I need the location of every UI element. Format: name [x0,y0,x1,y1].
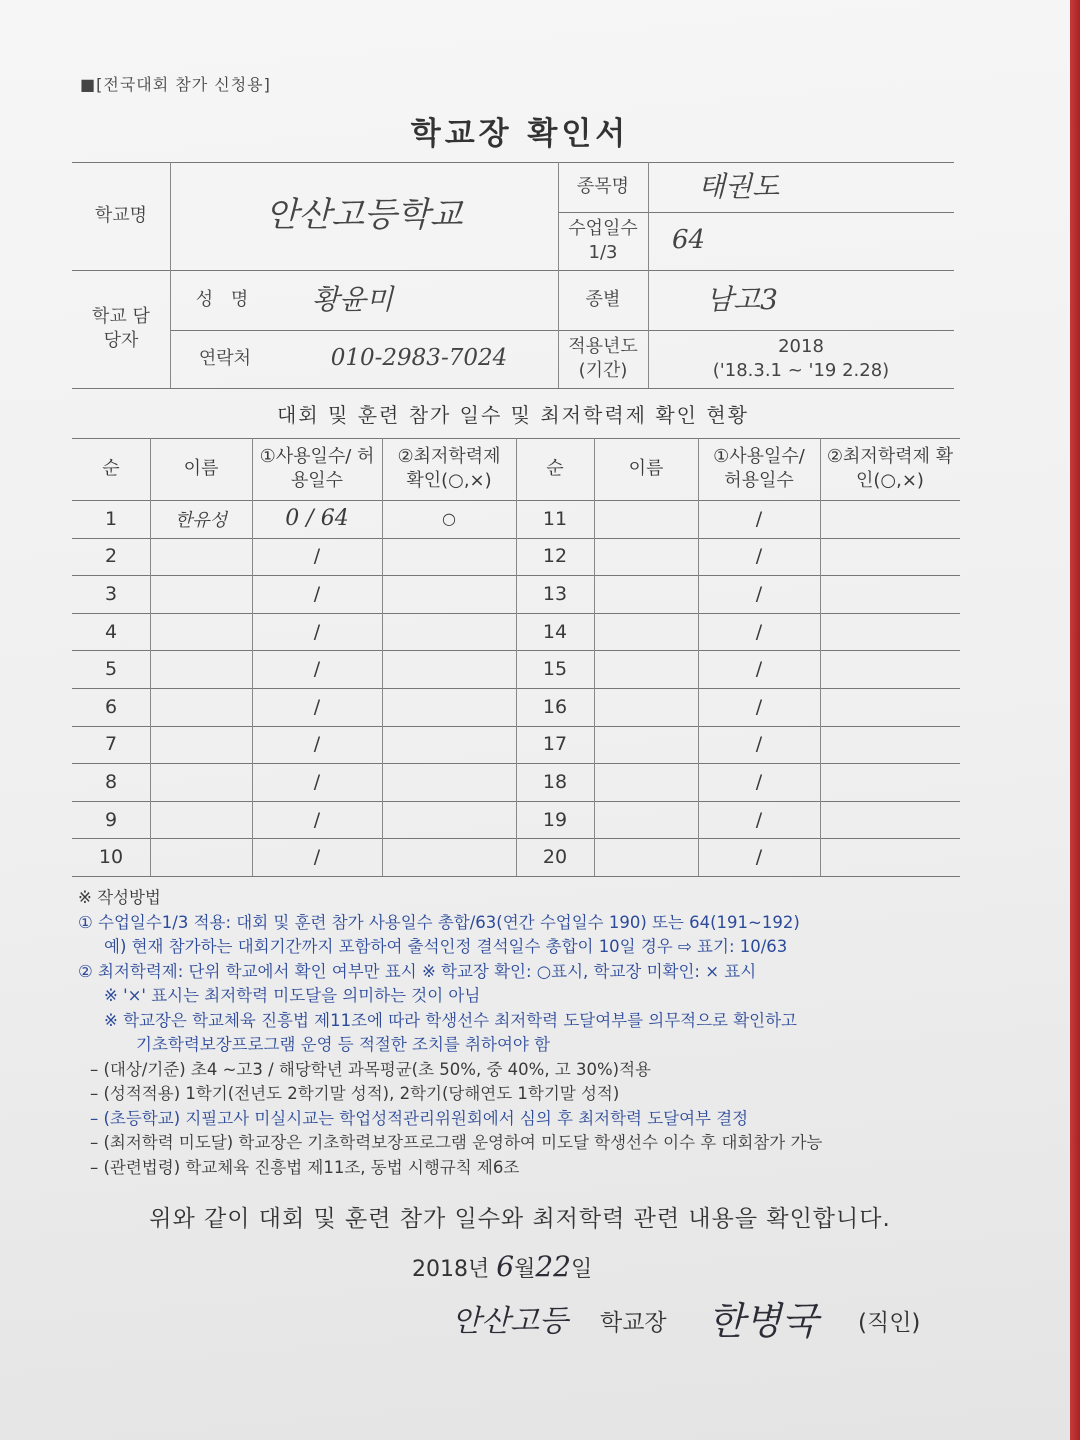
event-value: 태권도 [698,170,780,204]
row-days: / [755,695,763,718]
row-days: / [755,658,763,681]
row-check [382,575,516,613]
manager-name-label: 성 명 [195,288,255,310]
year-period: ('18.3.1 ~ '19 2.28) [712,360,890,381]
instruction-line: – (초등학교) 지필고사 미실시교는 학업성적관리위원회에서 심의 후 최저학력 도달여부 결정 [90,1108,749,1128]
row-name [594,613,698,651]
principal-label: 학교장 [600,1310,667,1336]
row-name [150,688,252,726]
row-number: 4 [104,620,118,643]
row-check [820,726,960,764]
row-check [382,613,516,651]
row-number: 9 [104,808,118,831]
row-name [150,538,252,576]
row-number: 6 [104,695,118,718]
instruction-line: ※ 학교장은 학교체육 진흥법 제11조에 따라 학생선수 최저학력 도달여부를 의무적으로 확인하고 [104,1010,797,1030]
table-grid-line [72,876,960,877]
row-number: 19 [542,808,568,831]
seal-label: (직인) [858,1310,921,1336]
row-days: / [313,658,321,681]
row-check [820,838,960,876]
contact-value: 010-2983-7024 [330,345,508,372]
row-check [820,575,960,613]
row-check [382,726,516,764]
row-name [150,575,252,613]
participation-table [72,438,960,876]
date-month: 6 [496,1250,515,1283]
table-header-name: 이름 [628,457,664,479]
row-check [820,650,960,688]
instruction-line: 기초학력보장프로그램 운영 등 적절한 조치를 취하여야 함 [136,1035,551,1054]
row-days: / [755,545,763,568]
row-days: 0 / 64 [285,506,349,532]
row-number: 17 [542,733,568,756]
row-name [594,726,698,764]
row-days: / [313,808,321,831]
table-header-no: 순 [546,457,564,479]
row-number: 3 [104,582,118,605]
row-check [382,763,516,801]
row-days: / [755,808,763,831]
contact-label: 연락처 [198,347,252,369]
row-check [820,613,960,651]
row-name [594,838,698,876]
table-header-name: 이름 [183,457,219,479]
row-number: 2 [104,545,118,568]
row-days: / [313,770,321,793]
form-usage-label: ■[전국대회 참가 신청용] [80,75,271,94]
background-red-edge [1070,0,1080,1440]
row-name [594,688,698,726]
row-number: 15 [542,658,568,681]
instruction-line: – (대상/기준) 초4 ~고3 / 해당학년 과목평균(초 50%, 중 40%, 고 30%)적용 [90,1059,651,1079]
year-label: 적용년도 (기간) [568,335,638,381]
row-name [594,500,698,538]
row-days: / [755,620,763,643]
row-days: / [313,733,321,756]
row-name [594,650,698,688]
instruction-line: ① 수업일수1/3 적용: 대회 및 훈련 참가 사용일수 총합/63(연간 수업일수 190) 또는 64(191~192) [78,912,800,932]
row-number: 20 [542,846,568,869]
school-name-label: 학교명 [94,204,148,226]
row-check [382,538,516,576]
instruction-line: ② 최저학력제: 단위 학교에서 확인 여부만 표시 ※ 학교장 확인: ○표시, 학교장 미확인: × 표시 [78,961,757,981]
instruction-line: – (최저학력 미도달) 학교장은 기초학력보장프로그램 운영하여 미도달 학생선수 이수 후 대회참가 가능 [90,1133,823,1152]
signature-date [412,1250,592,1283]
row-check: ○ [442,509,456,529]
section-title: 대회 및 훈련 참가 일수 및 최저학력제 확인 현황 [277,402,749,427]
table-header-no: 순 [102,457,120,479]
row-number: 18 [542,770,568,793]
row-days: / [313,620,321,643]
row-check [820,538,960,576]
school-info-table [72,162,954,388]
row-name [594,763,698,801]
year-value-cell [648,330,954,388]
table-header-check: ②최저학력제 확인(○,×) [826,445,954,491]
row-days: / [755,770,763,793]
table-header-days: ①사용일수/ 허용일수 [713,445,805,491]
row-name [150,763,252,801]
row-number: 7 [104,733,118,756]
row-name [150,613,252,651]
instruction-line: ※ '×' 표시는 최저학력 미도달을 의미하는 것이 아님 [104,986,481,1005]
document-title: 학교장 확인서 [410,116,630,152]
row-number: 11 [542,507,568,530]
row-name [594,538,698,576]
row-name [150,838,252,876]
row-check [820,763,960,801]
row-number: 5 [104,658,118,681]
row-name [150,801,252,839]
row-check [382,838,516,876]
row-number: 10 [98,846,124,869]
row-days: / [313,846,321,869]
row-check [382,650,516,688]
row-check [820,688,960,726]
row-days: / [755,507,763,530]
date-day-unit: 일 [570,1257,593,1282]
row-name [594,575,698,613]
row-check [382,801,516,839]
principal-signature: 한병국 [708,1299,819,1343]
class-days-label: 수업일수 1/3 [568,217,638,263]
row-name [150,650,252,688]
row-days: / [313,695,321,718]
row-check [820,801,960,839]
row-number: 16 [542,695,568,718]
row-name [594,801,698,839]
category-label: 종별 [585,288,621,310]
date-month-unit: 월 [514,1257,536,1282]
row-name [150,726,252,764]
table-header-check: ②최저학력제 확인(○,×) [397,445,501,491]
signature-school: 안산고등 [452,1304,568,1339]
instruction-line: – (성적적용) 1학기(전년도 2학기말 성적), 2학기(당해연도 1학기말 성적) [90,1084,620,1103]
row-number: 12 [542,545,568,568]
category-value: 남고3 [706,283,778,317]
manager-name-value: 황윤미 [312,283,394,317]
row-check [820,500,960,538]
date-year: 2018년 [412,1257,490,1282]
row-number: 8 [104,770,118,793]
year-value: 2018 [778,335,824,357]
row-days: / [313,582,321,605]
row-days: / [313,545,321,568]
instruction-line: – (관련법령) 학교체육 진흥법 제11조, 동법 시행규칙 제6조 [90,1157,520,1177]
row-days: / [755,582,763,605]
table-header-days: ①사용일수/ 허용일수 [259,445,375,491]
date-day: 22 [535,1250,571,1283]
row-days: / [755,733,763,756]
confirmation-statement: 위와 같이 대회 및 훈련 참가 일수와 최저학력 관련 내용을 확인합니다. [149,1206,891,1232]
manager-label: 학교 담당자 [92,305,150,351]
row-number: 14 [542,620,568,643]
row-number: 13 [542,582,568,605]
row-name: 한유성 [174,509,228,531]
row-number: 1 [104,507,118,530]
school-name-value: 안산고등학교 [265,195,463,236]
instruction-line: 예) 현재 참가하는 대회기간까지 포함하여 출석인정 결석일수 총합이 10일 경우 ⇨ 표기: 10/63 [104,937,788,956]
instruction-line: ※ 작성방법 [78,888,161,907]
row-days: / [755,846,763,869]
row-check [382,688,516,726]
class-days-value: 64 [672,225,706,256]
event-label: 종목명 [576,175,630,197]
